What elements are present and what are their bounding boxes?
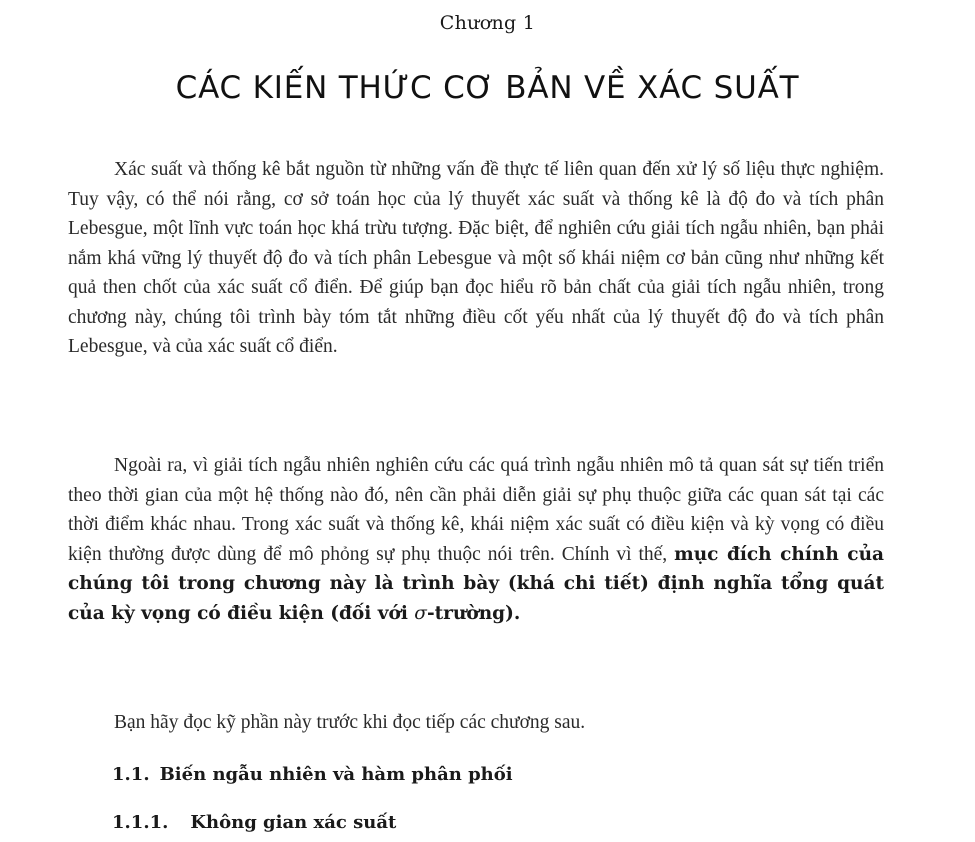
- paragraph-text: Bạn hãy đọc kỹ phần này trước khi đọc tiếp các chương sau.: [114, 712, 586, 733]
- paragraph-plain-text: Ngoài ra, vì giải tích ngẫu nhiên nghiên cứu các quá trình ngẫu nhiên mô tả quan sát sự tiến triển theo thời gian của một hệ thống nào đó, nên cần phải diễn giải sự phụ thuộc giữa các quan sát tại các thời điểm khác nhau. Trong xác suất và thống kê, khái niệm xác suất có điều kiện và kỳ vọng có điều kiện thường được dùng để mô phỏng sự phụ thuộc nói trên. Chính vì thế,: [68, 455, 884, 565]
- sigma-symbol: σ: [414, 602, 427, 624]
- section-number: 1.1.: [112, 764, 150, 785]
- emphasized-text-end: -trường).: [426, 602, 521, 624]
- section-number: 1.1.1.: [112, 812, 169, 833]
- section-heading-1-1: [112, 764, 513, 785]
- section-title: Không gian xác suất: [190, 812, 397, 833]
- intro-paragraph-3: [68, 708, 884, 738]
- section-title: Biến ngẫu nhiên và hàm phân phối: [159, 764, 513, 785]
- chapter-title: CÁC KIẾN THỨC CƠ BẢN VỀ XÁC SUẤT: [175, 70, 800, 106]
- paragraph-text: [68, 451, 884, 628]
- intro-paragraph-1: [68, 155, 884, 362]
- paragraph-text: Xác suất và thống kê bắt nguồn từ những vấn đề thực tế liên quan đến xử lý số liệu thực nghiệm. Tuy vậy, có thể nói rằng, cơ sở toán học của lý thuyết xác suất và thống kê là độ đo và tích phân Lebesgue, một lĩnh vực toán học khá trừu tượng. Đặc biệt, để nghiên cứu giải tích ngẫu nhiên, bạn phải nắm khá vững lý thuyết độ đo và tích phân Lebesgue và một số khái niệm cơ bản cũng như những kết quả then chốt của xác suất cổ điển. Để giúp bạn đọc hiểu rõ bản chất của giải tích ngẫu nhiên, trong chương này, chúng tôi trình bày tóm tắt những điều cốt yếu nhất của lý thuyết độ đo và tích phân Lebesgue, và của xác suất cổ điển.: [68, 159, 884, 357]
- intro-paragraph-2: [68, 451, 884, 628]
- chapter-label: Chương 1: [439, 12, 536, 34]
- section-heading-1-1-1: [112, 812, 396, 833]
- emphasized-text-main: mục đích chính của chúng tôi trong chương này là trình bày (khá chi tiết) định nghĩa tổng quát của kỳ vọng có điều kiện (đối với: [68, 543, 885, 624]
